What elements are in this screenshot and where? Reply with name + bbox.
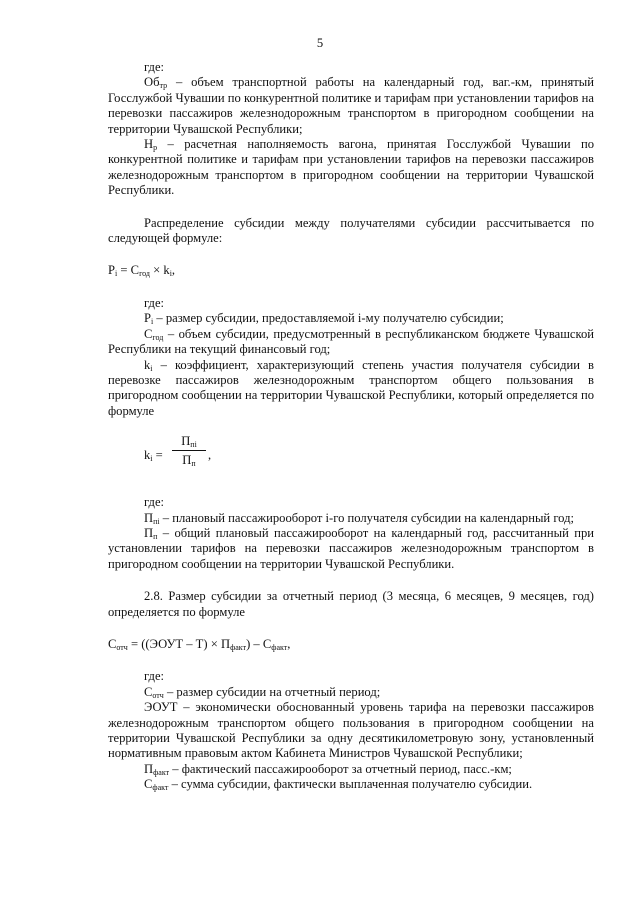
definition-text: – сумма субсидии, фактически выплаченная получателю субсидии.	[168, 777, 533, 792]
formula-subscript: i	[150, 454, 153, 464]
subscript-pn: п	[153, 531, 158, 541]
fraction-denominator	[172, 452, 206, 468]
formula-fraction	[172, 433, 206, 468]
symbol-pn: П	[144, 525, 154, 540]
formula-end: ,	[208, 448, 212, 463]
formula-subscript: i	[115, 269, 118, 279]
symbol-np: Н	[144, 137, 154, 152]
definition-p	[108, 311, 594, 326]
symbol-k: k	[144, 357, 151, 372]
fraction-numerator	[172, 433, 206, 449]
formula-symbol: П	[181, 434, 191, 449]
formula-coefficient	[144, 433, 594, 481]
where-label: где:	[144, 669, 165, 684]
formula-subscript: факт	[271, 642, 288, 652]
subscript-k: i	[150, 363, 153, 373]
distribution-intro: Распределение субсидии между получателями субсидии рассчитывается по следующей формуле:	[108, 215, 594, 246]
definition-cfakt	[108, 777, 594, 792]
where-label: где:	[144, 60, 165, 74]
symbol-pfakt: П	[144, 761, 154, 776]
page-number: 5	[316, 36, 324, 50]
symbol-p: Р	[144, 311, 152, 326]
definition-text: – фактический пассажирооборот за отчетный период, пасс.-км;	[169, 761, 512, 776]
formula-symbol: С	[108, 636, 117, 651]
formula-subscript: факт	[230, 642, 247, 652]
definition-text: – объем субсидии, предусмотренный в республиканском бюджете Чувашской Республики на текущий финансовый год;	[108, 326, 594, 357]
subscript-np: р	[153, 143, 158, 153]
fraction-bar	[172, 450, 206, 451]
subscript-pfakt: факт	[153, 767, 170, 777]
formula-symbol: ,	[287, 636, 291, 651]
formula-subscript: год	[139, 269, 150, 279]
definition-text: – общий плановый пассажирооборот на календарный год, рассчитанный при установлении тарифов на перевозки пассажиров железнодорожным транспортом в пригородном сообщении на территории Чувашской Республики.	[108, 525, 594, 571]
formula-subsidy-distribution	[108, 263, 594, 278]
subscript-pni: пi	[153, 516, 160, 526]
symbol-c: С	[144, 326, 153, 341]
formula-symbol: ) – С	[246, 636, 272, 651]
definition-eout: ЭОУТ – экономически обоснованный уровень тарифа на перевозки пассажиров железнодорожным транспортом общего пользования в пригородном сообщении на территории Чувашской Республики за одну десятикилометровую зону, установленный нормативным правовым актом Кабинета Министров Чувашской Республики;	[108, 700, 594, 761]
page-content	[108, 60, 594, 793]
formula-symbol: П	[182, 453, 192, 468]
definition-obtr	[108, 75, 594, 137]
formula-subscript: пi	[190, 440, 197, 450]
subscript-cotch: отч	[152, 690, 164, 700]
formula-symbol: P	[108, 263, 116, 278]
symbol-cotch: С	[144, 684, 153, 699]
definition-text: – объем транспортной работы на календарный год, ваг.-км, принятый Госслужбой Чувашии по конкурентной политике и тарифам при установлении тарифов на перевозки пассажиров железнодорожным транспортом в пригородном сообщении на территории Чувашской Республики;	[108, 75, 594, 136]
section-2-8: 2.8. Размер субсидии за отчетный период (3 месяца, 6 месяцев, 9 месяцев, год) определяется по формуле	[108, 589, 594, 619]
symbol-obtr: Об	[144, 75, 160, 90]
definition-text: – плановый пассажирооборот i-го получателя субсидии на календарный год;	[159, 510, 575, 525]
definition-pfakt	[108, 762, 594, 777]
formula-subscript: п	[191, 459, 196, 469]
definition-np	[108, 137, 594, 199]
formula-lhs	[144, 448, 163, 463]
definition-cotch	[108, 685, 594, 700]
formula-symbol: =	[152, 448, 163, 463]
definition-text: – расчетная наполняемость вагона, принятая Госслужбой Чувашии по конкурентной политике и тарифам при установлении тарифов на перевозки пассажиров железнодорожным транспортом в пригородном сообщении на территории Чувашской Республики.	[108, 137, 594, 198]
definition-k	[108, 358, 594, 420]
subscript-cfakt: факт	[152, 783, 169, 793]
formula-symbol: k	[144, 448, 151, 463]
definition-c	[108, 327, 594, 358]
where-label: где:	[144, 495, 165, 510]
symbol-cfakt: С	[144, 777, 153, 792]
formula-symbol: = ((ЭОУТ – Т) × П	[127, 636, 231, 651]
formula-subscript: отч	[116, 642, 128, 652]
formula-reporting-subsidy	[108, 637, 594, 652]
subscript-obtr: тр	[159, 81, 168, 91]
formula-symbol: × k	[149, 263, 170, 278]
where-label: где:	[144, 295, 165, 310]
definition-pni	[108, 511, 594, 526]
subscript-p: i	[151, 317, 154, 327]
definition-pn	[108, 526, 594, 572]
formula-symbol: ,	[171, 263, 176, 278]
subscript-c: год	[152, 332, 164, 342]
symbol-pni: П	[144, 510, 154, 525]
definition-text: – коэффициент, характеризующий степень участия получателя субсидии в перевозке пассажиров железнодорожным транспортом общего пользования в пригородном сообщении на территории Чувашской Республики, который определяется по формуле	[108, 357, 594, 418]
definition-text: – размер субсидии, предоставляемой i-му получателю субсидии;	[153, 311, 504, 326]
formula-subscript: i	[169, 269, 172, 279]
formula-symbol: = C	[117, 263, 140, 278]
definition-text: – размер субсидии на отчетный период;	[163, 684, 381, 699]
